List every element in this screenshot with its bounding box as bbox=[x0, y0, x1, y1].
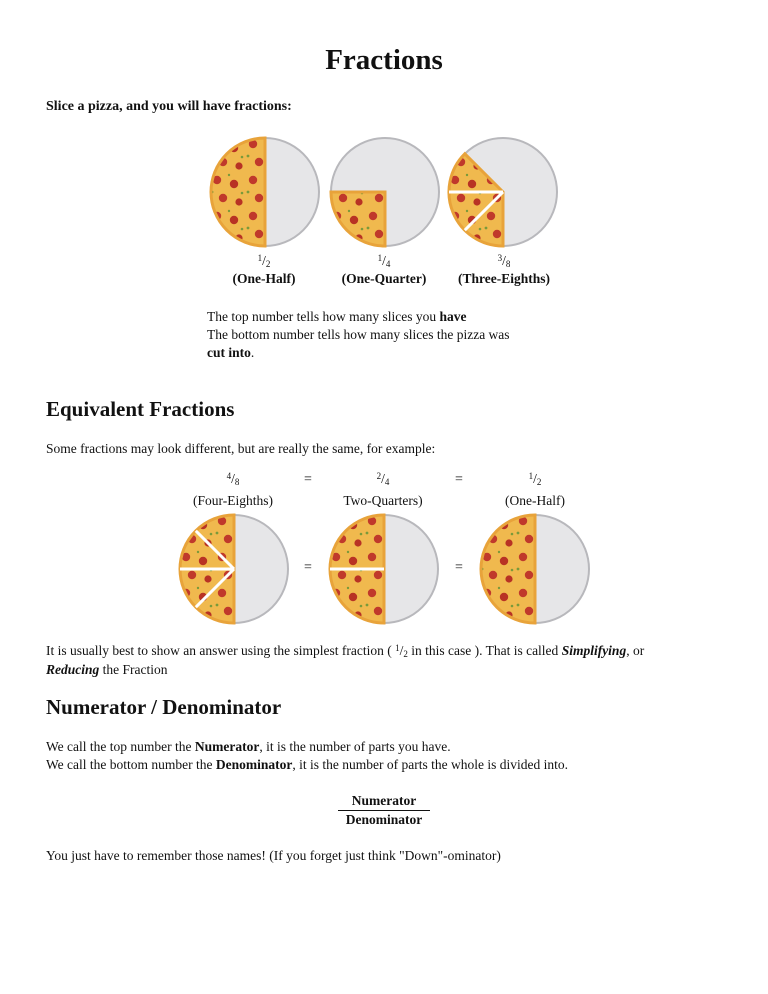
pizza-one-quarter-image bbox=[329, 136, 443, 250]
label-two-quarters: Two-Quarters) bbox=[343, 493, 423, 508]
label-four-eighths: (Four-Eighths) bbox=[193, 493, 273, 508]
remember-text: You just have to remember those names! (If you forget just think "Down"-ominator) bbox=[46, 848, 501, 863]
label-one-half: (One-Half) bbox=[232, 271, 296, 286]
fraction-two-quarters: $^2$/4 bbox=[376, 471, 390, 487]
denominator-word: Denominator bbox=[345, 812, 423, 827]
label-one-quarter: (One-Quarter) bbox=[341, 271, 427, 286]
page-title: Fractions bbox=[325, 44, 443, 76]
fraction-one-half: $^1$/2 bbox=[528, 471, 542, 487]
pizza-two-quarters-image bbox=[328, 513, 442, 625]
label-one-half-b: (One-Half) bbox=[505, 493, 565, 508]
explanation-text: The top number tells how many slices you have The bottom number tells how many slices the pizza was cut into. bbox=[207, 309, 510, 360]
simplifying-text: It is usually best to show an answer using the simplest fraction ( $^1$/2 in this case ). That is called Simplifying, or Reducing the Fraction bbox=[46, 643, 645, 677]
fraction-three-eighths: $^3$/8 bbox=[497, 253, 511, 269]
equivalent-intro: Some fractions may look different, but are really the same, for example: bbox=[46, 441, 436, 456]
pizza-one-half-b-image bbox=[479, 513, 593, 625]
numden-text: We call the top number the Numerator, it is the number of parts you have. We call the bottom number the Denominator, it is the number of parts the whole is divided into. bbox=[46, 739, 568, 772]
equals-sign: = bbox=[304, 560, 312, 575]
numerator-word: Numerator bbox=[351, 793, 417, 808]
equivalent-heading: Equivalent Fractions bbox=[46, 397, 235, 421]
equals-sign: = bbox=[455, 560, 463, 575]
intro-text: Slice a pizza, and you will have fractions: bbox=[46, 99, 292, 114]
pizza-one-half-image bbox=[209, 136, 323, 250]
equals-sign: = bbox=[304, 472, 312, 487]
fraction-half: $^1$/2 bbox=[257, 253, 271, 269]
pizza-three-eighths-image bbox=[447, 136, 561, 250]
equals-sign: = bbox=[455, 472, 463, 487]
pizza-four-eighths-image bbox=[178, 513, 292, 625]
label-three-eighths: (Three-Eighths) bbox=[457, 271, 550, 286]
numden-heading: Numerator / Denominator bbox=[46, 695, 282, 719]
fraction-four-eighths: $^4$/8 bbox=[226, 471, 240, 487]
fraction-quarter: $^1$/4 bbox=[377, 253, 391, 269]
